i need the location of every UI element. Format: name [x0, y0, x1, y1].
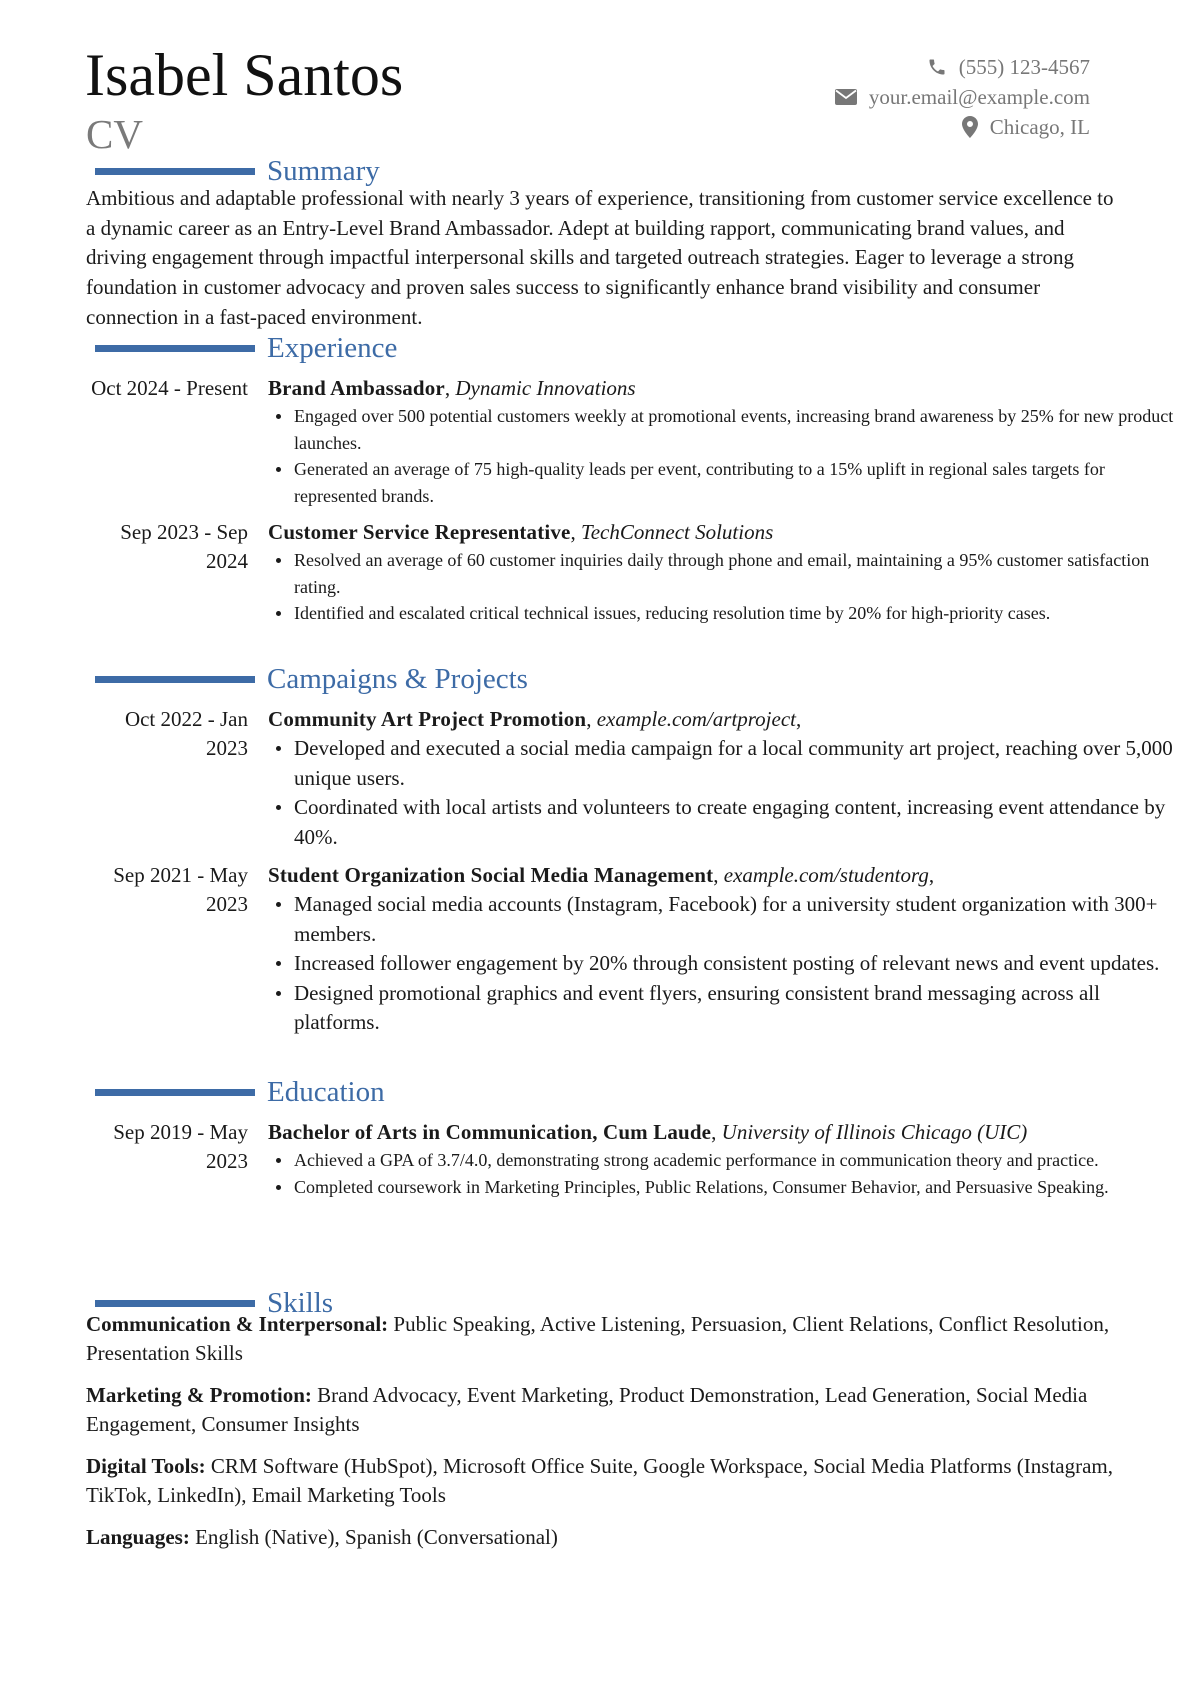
entry-heading: Bachelor of Arts in Communication, Cum Laude, University of Illinois Chicago (UIC)	[268, 1120, 1028, 1144]
skill-items: English (Native), Spanish (Conversational)	[195, 1525, 558, 1549]
summary-text: Ambitious and adaptable professional with nearly 3 years of experience, transitioning from customer service excellence to a dynamic career as an Entry-Level Brand Ambassador. Adept at building rapport, communicating brand values, and driving engagement through impactful interpersonal skills and targeted outreach strategies. Eager to leverage a strong foundation in customer advocacy and proven sales success to significantly enhance brand visibility and consumer connection in a fast-paced environment.	[86, 186, 1114, 329]
entry-date: Sep 2019 - May 2023	[113, 1120, 248, 1173]
skill-row	[86, 1523, 1116, 1552]
section-rule	[95, 1089, 255, 1096]
phone-text[interactable]: (555) 123-4567	[958, 54, 1090, 79]
section-rule	[95, 1300, 255, 1307]
email-text[interactable]: your.email@example.com	[868, 84, 1090, 109]
skill-category: Marketing & Promotion:	[86, 1383, 312, 1407]
envelope-icon	[835, 89, 857, 105]
entry-date: Oct 2022 - Jan 2023	[124, 707, 248, 760]
project-title: Student Organization Social Media Management	[268, 863, 714, 887]
phone-icon	[927, 57, 947, 77]
projects-section-header	[95, 660, 1095, 700]
skill-category: Languages:	[86, 1525, 190, 1549]
list-item: Identified and escalated critical technical issues, reducing resolution time by 20% for high-priority cases.	[268, 600, 1183, 627]
list-item: Generated an average of 75 high-quality leads per event, contributing to a 15% uplift in regional sales targets for represented brands.	[268, 456, 1183, 509]
entry-date: Sep 2023 - Sep 2024	[120, 520, 248, 573]
document-subtitle: CV	[86, 111, 143, 157]
job-title: Brand Ambassador	[268, 376, 445, 400]
entry-heading: Brand Ambassador, Dynamic Innovations	[268, 376, 636, 400]
list-item: Developed and executed a social media campaign for a local community art project, reaching over 5,000 unique users.	[268, 734, 1183, 793]
list-item: Completed coursework in Marketing Principles, Public Relations, Consumer Behavior, and Persuasive Speaking.	[268, 1174, 1183, 1201]
contact-email	[670, 82, 1090, 112]
organization: Dynamic Innovations	[455, 376, 636, 400]
bullet-list	[268, 403, 1183, 509]
bullet-list	[268, 734, 1183, 852]
list-item: Designed promotional graphics and event flyers, ensuring consistent brand messaging across all platforms.	[268, 979, 1183, 1038]
section-title: Skills	[267, 1287, 334, 1319]
education-section-header	[95, 1073, 1095, 1113]
skill-row	[86, 1452, 1116, 1510]
list-item: Achieved a GPA of 3.7/4.0, demonstrating strong academic performance in communication theory and practice.	[268, 1147, 1183, 1174]
section-title: Campaigns & Projects	[267, 663, 528, 695]
list-item: Managed social media accounts (Instagram, Facebook) for a university student organization with 300+ members.	[268, 890, 1183, 949]
contact-location	[670, 112, 1090, 142]
section-title: Education	[267, 1076, 385, 1108]
bullet-list	[268, 1147, 1183, 1200]
entry-heading: Community Art Project Promotion, example.com/artproject,	[268, 707, 802, 731]
map-marker-icon	[962, 116, 978, 138]
list-item: Coordinated with local artists and volunteers to create engaging content, increasing event attendance by 40%.	[268, 793, 1183, 852]
bullet-list	[268, 547, 1183, 627]
skill-items: Brand Advocacy, Event Marketing, Product Demonstration, Lead Generation, Social Media Engagement, Consumer Insights	[86, 1383, 1088, 1436]
list-item: Resolved an average of 60 customer inquiries daily through phone and email, maintaining a 95% customer satisfaction rating.	[268, 547, 1183, 600]
experience-section-header	[95, 329, 1095, 369]
list-item: Increased follower engagement by 20% through consistent posting of relevant news and event updates.	[268, 949, 1183, 979]
organization: TechConnect Solutions	[580, 520, 774, 544]
entry-date: Oct 2024 - Present	[91, 376, 248, 400]
section-rule	[95, 345, 255, 352]
skill-category: Digital Tools:	[86, 1454, 206, 1478]
bullet-list	[268, 890, 1183, 1038]
contact-phone	[670, 52, 1090, 82]
section-rule	[95, 676, 255, 683]
entry-heading: Customer Service Representative, TechConnect Solutions	[268, 520, 774, 544]
location-text: Chicago, IL	[989, 114, 1090, 139]
skill-items: Public Speaking, Active Listening, Persuasion, Client Relations, Conflict Resolution, Presentation Skills	[86, 1312, 1110, 1365]
skill-items: CRM Software (HubSpot), Microsoft Office Suite, Google Workspace, Social Media Platforms (Instagram, TikTok, LinkedIn), Email Marketing Tools	[86, 1454, 1113, 1507]
entry-date: Sep 2021 - May 2023	[113, 863, 248, 916]
degree-title: Bachelor of Arts in Communication, Cum Laude	[268, 1120, 712, 1144]
skill-row	[86, 1381, 1116, 1439]
skill-category: Communication & Interpersonal:	[86, 1312, 389, 1336]
section-title: Experience	[267, 332, 398, 364]
project-link[interactable]: example.com/artproject	[596, 707, 796, 731]
project-title: Community Art Project Promotion	[268, 707, 587, 731]
job-title: Customer Service Representative	[268, 520, 571, 544]
section-rule	[95, 168, 255, 175]
section-title: Summary	[267, 155, 380, 187]
institution: University of Illinois Chicago (UIC)	[721, 1120, 1028, 1144]
entry-heading: Student Organization Social Media Management, example.com/studentorg,	[268, 863, 935, 887]
person-name: Isabel Santos	[85, 42, 404, 108]
project-link[interactable]: example.com/studentorg	[723, 863, 929, 887]
contact-block	[670, 52, 1090, 142]
skills-list	[86, 1310, 1116, 1565]
skill-row	[86, 1310, 1116, 1368]
list-item: Engaged over 500 potential customers weekly at promotional events, increasing brand awareness by 25% for new product launches.	[268, 403, 1183, 456]
